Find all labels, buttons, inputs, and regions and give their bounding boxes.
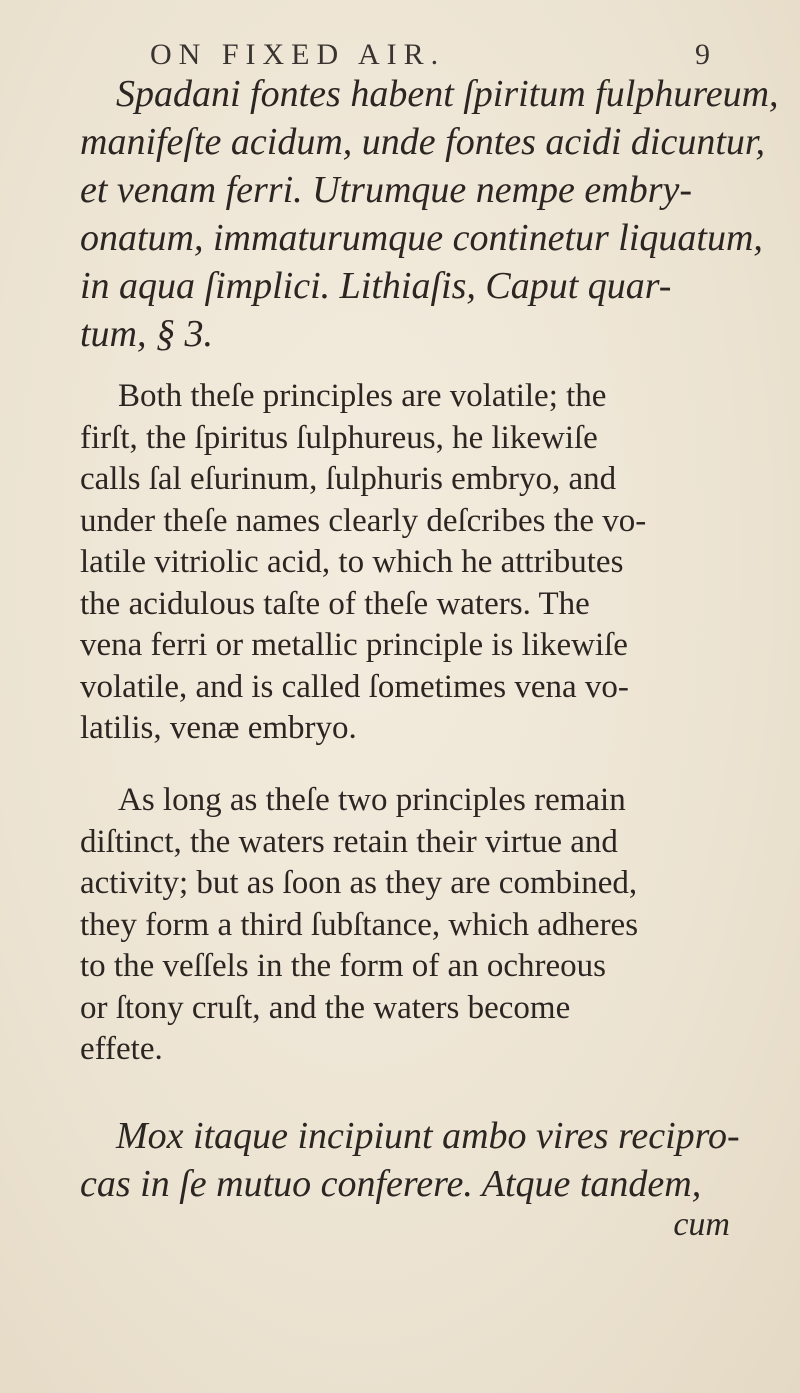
text-line: volatile, and is called ſometimes vena vo- [80, 668, 629, 705]
text-line: firſt, the ſpiritus ſulphureus, he likewiſe [80, 419, 598, 456]
text-line: under theſe names clearly deſcribes the vo- [80, 502, 647, 539]
text-line: Both theſe principles are volatile; the [118, 378, 607, 414]
text-line: As long as theſe two principles remain [118, 782, 626, 818]
text-line: tum, § 3. [80, 313, 213, 355]
text-line: et venam ferri. Utrumque nempe embry- [80, 169, 693, 211]
latin-quotation-1 [80, 70, 779, 358]
text-line: manifeſte acidum, unde fontes acidi dicuntur, [80, 121, 765, 163]
text-line: to the veſſels in the form of an ochreous [80, 948, 607, 984]
text-line: latile vitriolic acid, to which he attributes [80, 544, 624, 580]
running-head [150, 38, 710, 72]
text-line: in aqua ſimplici. Lithiaſis, Caput quar- [80, 265, 672, 307]
latin-quotation-2 [80, 1112, 740, 1208]
text-line: or ſtony cruſt, and the waters become [80, 989, 571, 1026]
text-line: Mox itaque incipiunt ambo vires recipro- [116, 1115, 740, 1157]
text-line: Spadani fontes habent ſpiritum fulphureum, [116, 73, 779, 115]
text-line: diſtinct, the waters retain their virtue and [80, 823, 618, 860]
catchword: cum [673, 1206, 730, 1243]
page-number: 9 [695, 38, 710, 71]
text-line: the acidulous taſte of theſe waters. The [80, 585, 590, 622]
paragraph-2 [80, 780, 730, 1071]
text-line: calls ſal eſurinum, ſulphuris embryo, and [80, 461, 617, 497]
text-line: effete. [80, 1031, 163, 1067]
text-line: vena ferri or metallic principle is likewiſe [80, 627, 628, 663]
text-line: cas in ſe mutuo conferere. Atque tandem, [80, 1163, 702, 1205]
text-line: onatum, immaturumque continetur liquatum, [80, 217, 763, 259]
text-line: latilis, venæ embryo. [80, 710, 357, 746]
text-line: activity; but as ſoon as they are combined, [80, 865, 638, 901]
running-head-title: ON FIXED AIR. [150, 38, 446, 71]
text-line: they form a third ſubſtance, which adheres [80, 906, 639, 943]
paragraph-1 [80, 376, 730, 750]
